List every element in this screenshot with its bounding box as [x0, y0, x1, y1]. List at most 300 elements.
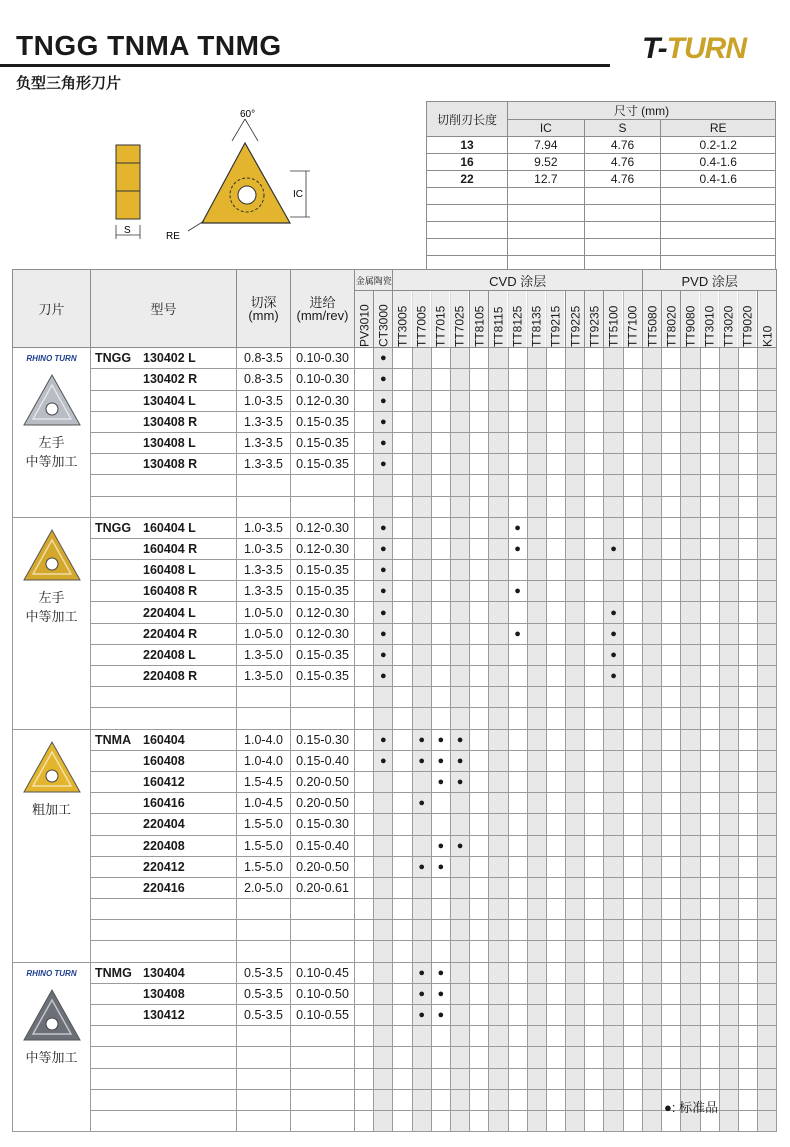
table-row — [13, 454, 777, 475]
grade-cell — [643, 962, 662, 983]
grade-cell — [604, 1110, 623, 1131]
table-row-empty — [13, 899, 777, 920]
grade-cell — [470, 432, 489, 453]
brand-logo: T-TURN — [642, 32, 746, 65]
model-code: 220404 — [143, 817, 185, 832]
grade-cell — [662, 708, 681, 729]
grade-cell — [758, 666, 777, 687]
grade-cell — [643, 793, 662, 814]
grade-cell — [681, 941, 700, 962]
grade-cell — [662, 687, 681, 708]
feed-cell: 0.15-0.35 — [291, 454, 355, 475]
grade-cell — [758, 581, 777, 602]
grade-cell — [566, 814, 585, 835]
model-code: 160404 L — [143, 520, 196, 535]
grade-cell — [662, 623, 681, 644]
grade-cell — [412, 454, 431, 475]
grade-cell — [412, 390, 431, 411]
model-code: 220412 — [143, 859, 185, 874]
grade-cell — [393, 729, 412, 750]
table-row-empty — [13, 1110, 777, 1131]
grade-cell — [604, 983, 623, 1004]
grade-cell — [393, 814, 412, 835]
grade-cell — [355, 623, 374, 644]
model-prefix: TNMA — [95, 732, 132, 747]
standard-dot: ● — [412, 729, 431, 750]
grade-cell — [412, 941, 431, 962]
grade-cell — [355, 369, 374, 390]
grade-cell — [393, 666, 412, 687]
grade-header: TT8115 — [489, 291, 508, 348]
dimensions-table — [426, 101, 776, 273]
grade-cell — [758, 517, 777, 538]
grade-cell — [546, 454, 565, 475]
grade-cell — [489, 1089, 508, 1110]
standard-dot: ● — [431, 729, 450, 750]
feed-cell: 0.10-0.30 — [291, 369, 355, 390]
grade-cell — [738, 1110, 757, 1131]
grade-cell — [643, 496, 662, 517]
grade-cell — [546, 517, 565, 538]
feed-cell: 0.20-0.50 — [291, 856, 355, 877]
grade-cell — [700, 708, 719, 729]
grade-cell — [508, 432, 527, 453]
grade-cell — [412, 835, 431, 856]
grade-cell — [470, 602, 489, 623]
grade-cell — [393, 856, 412, 877]
grade-cell — [489, 814, 508, 835]
grade-cell — [527, 602, 546, 623]
grade-cell — [566, 644, 585, 665]
grade-cell — [758, 390, 777, 411]
grade-cell — [546, 1068, 565, 1089]
model-cell — [91, 432, 237, 453]
s-label: S — [124, 225, 131, 236]
grade-cell — [489, 348, 508, 369]
grade-cell — [662, 793, 681, 814]
grade-cell — [738, 814, 757, 835]
ic-label: IC — [293, 189, 303, 200]
grade-cell — [643, 475, 662, 496]
table-row-empty — [13, 941, 777, 962]
grade-cell — [355, 390, 374, 411]
grade-cell — [719, 1026, 738, 1047]
grade-cell — [412, 432, 431, 453]
model-cell — [91, 983, 237, 1004]
grade-cell — [546, 708, 565, 729]
grade-cell — [681, 348, 700, 369]
dim-cell-ic: 9.52 — [508, 154, 585, 171]
feed-cell: 0.10-0.30 — [291, 348, 355, 369]
model-cell — [91, 856, 237, 877]
dim-cell-s: 4.76 — [584, 137, 661, 154]
depth-cell: 1.0-3.5 — [237, 517, 291, 538]
grade-cell — [431, 390, 450, 411]
dim-cell-re: 0.4-1.6 — [661, 154, 776, 171]
grade-cell — [470, 729, 489, 750]
grade-cell — [527, 729, 546, 750]
grade-cell — [604, 496, 623, 517]
grade-header: TT3005 — [393, 291, 412, 348]
grade-cell — [431, 1047, 450, 1068]
rhino-turn-brand: RHINO TURN — [26, 968, 77, 978]
model-code: 160408 L — [143, 563, 196, 578]
model-code: 220408 — [143, 838, 185, 853]
grade-cell — [412, 538, 431, 559]
grade-cell — [412, 1026, 431, 1047]
grade-cell — [566, 771, 585, 792]
grade-cell — [623, 941, 642, 962]
model-cell — [91, 560, 237, 581]
grade-cell — [566, 1089, 585, 1110]
grade-cell — [355, 411, 374, 432]
grade-cell — [508, 475, 527, 496]
grade-cell — [355, 750, 374, 771]
model-cell — [91, 1089, 237, 1110]
grade-cell — [489, 1047, 508, 1068]
model-cell — [91, 623, 237, 644]
depth-cell — [237, 475, 291, 496]
blade-desc: 粗加工 — [31, 801, 71, 817]
depth-cell: 0.5-3.5 — [237, 983, 291, 1004]
grade-cell — [393, 560, 412, 581]
grade-cell — [643, 983, 662, 1004]
standard-dot: ● — [374, 602, 393, 623]
grade-cell — [623, 581, 642, 602]
grade-cell — [527, 496, 546, 517]
standard-dot: ● — [450, 835, 469, 856]
grade-cell — [738, 856, 757, 877]
depth-cell: 1.0-4.0 — [237, 750, 291, 771]
feed-cell — [291, 941, 355, 962]
grade-cell — [585, 750, 604, 771]
grade-cell — [604, 877, 623, 898]
grade-cell — [662, 1047, 681, 1068]
table-row — [13, 835, 777, 856]
feed-cell: 0.12-0.30 — [291, 602, 355, 623]
grade-cell — [546, 623, 565, 644]
grade-cell — [355, 517, 374, 538]
grade-cell — [738, 1005, 757, 1026]
grade-cell — [355, 432, 374, 453]
grade-cell — [623, 538, 642, 559]
grade-cell — [431, 538, 450, 559]
grade-cell — [450, 793, 469, 814]
grade-cell — [412, 899, 431, 920]
model-code: 130408 R — [143, 457, 198, 472]
grade-cell — [355, 1005, 374, 1026]
grade-cell — [527, 814, 546, 835]
grade-cell — [508, 560, 527, 581]
grade-cell — [585, 729, 604, 750]
grade-cell — [700, 496, 719, 517]
grade-cell — [623, 602, 642, 623]
grade-cell — [546, 814, 565, 835]
grade-cell — [527, 983, 546, 1004]
grade-cell — [450, 644, 469, 665]
grade-cell — [355, 877, 374, 898]
model-code: 160416 — [143, 796, 185, 811]
model-code: 160408 R — [143, 584, 198, 599]
grade-cell — [719, 369, 738, 390]
grade-cell — [604, 1005, 623, 1026]
grade-cell — [662, 432, 681, 453]
grade-cell — [719, 1005, 738, 1026]
header-model: 型号 — [91, 270, 237, 348]
model-code: 160412 — [143, 775, 185, 790]
grade-cell — [470, 877, 489, 898]
grade-cell — [643, 369, 662, 390]
grade-cell — [738, 1026, 757, 1047]
blade-desc: 中等加工 — [25, 1049, 78, 1065]
grade-cell — [700, 983, 719, 1004]
grade-cell — [566, 856, 585, 877]
depth-cell: 1.5-5.0 — [237, 835, 291, 856]
grade-cell — [546, 729, 565, 750]
grade-cell — [585, 1026, 604, 1047]
grade-cell — [719, 920, 738, 941]
grade-cell — [412, 1047, 431, 1068]
grade-cell — [374, 856, 393, 877]
grade-cell — [604, 856, 623, 877]
grade-cell — [604, 729, 623, 750]
grade-cell — [585, 644, 604, 665]
standard-dot: ● — [431, 771, 450, 792]
grade-cell — [355, 793, 374, 814]
grade-cell — [662, 644, 681, 665]
grade-cell — [527, 581, 546, 602]
legend: ●: 标准品 — [664, 1100, 719, 1115]
grade-cell — [450, 475, 469, 496]
model-code: 130404 — [143, 965, 185, 980]
grade-cell — [527, 920, 546, 941]
standard-dot: ● — [431, 750, 450, 771]
grade-cell — [643, 877, 662, 898]
depth-cell — [237, 687, 291, 708]
grade-cell — [355, 856, 374, 877]
grade-cell — [450, 623, 469, 644]
grade-cell — [374, 1005, 393, 1026]
grade-cell — [585, 666, 604, 687]
grade-cell — [700, 856, 719, 877]
grade-cell — [700, 835, 719, 856]
grade-cell — [643, 835, 662, 856]
grade-cell — [374, 708, 393, 729]
grade-cell — [489, 602, 508, 623]
standard-dot: ● — [374, 348, 393, 369]
grade-cell — [566, 602, 585, 623]
grade-cell — [719, 899, 738, 920]
grade-cell — [374, 920, 393, 941]
model-code: 130408 — [143, 986, 185, 1001]
grade-cell — [566, 432, 585, 453]
grade-cell — [546, 348, 565, 369]
grade-cell — [681, 581, 700, 602]
table-row — [13, 793, 777, 814]
grade-cell — [450, 1005, 469, 1026]
standard-dot: ● — [450, 750, 469, 771]
model-cell — [91, 348, 237, 369]
grade-cell — [738, 390, 757, 411]
grade-cell — [527, 687, 546, 708]
grade-cell — [738, 560, 757, 581]
grade-cell — [412, 666, 431, 687]
grade-cell — [662, 1026, 681, 1047]
grade-cell — [527, 538, 546, 559]
grade-cell — [355, 560, 374, 581]
grade-cell — [585, 1068, 604, 1089]
insert-diagram — [100, 105, 330, 255]
grade-cell — [662, 877, 681, 898]
grade-cell — [393, 1068, 412, 1089]
grade-cell — [470, 1110, 489, 1131]
grade-cell — [355, 899, 374, 920]
grade-cell — [489, 1110, 508, 1131]
model-cell — [91, 1005, 237, 1026]
grade-cell — [719, 835, 738, 856]
grade-cell — [412, 475, 431, 496]
table-row-empty — [13, 708, 777, 729]
table-row — [13, 390, 777, 411]
model-cell — [91, 729, 237, 750]
grade-cell — [489, 1005, 508, 1026]
grade-cell — [719, 454, 738, 475]
grade-cell — [662, 835, 681, 856]
grade-cell — [546, 538, 565, 559]
grade-header: TT7005 — [412, 291, 431, 348]
grade-cell — [566, 1026, 585, 1047]
grade-cell — [546, 1110, 565, 1131]
grade-cell — [393, 1047, 412, 1068]
grade-cell — [470, 1005, 489, 1026]
grade-cell — [450, 814, 469, 835]
title-rule — [0, 64, 610, 67]
grade-cell — [758, 432, 777, 453]
grade-cell — [374, 877, 393, 898]
grade-cell — [566, 687, 585, 708]
grade-cell — [450, 1047, 469, 1068]
grade-cell — [623, 369, 642, 390]
grade-cell — [546, 1005, 565, 1026]
grade-cell — [470, 687, 489, 708]
grade-cell — [585, 708, 604, 729]
grade-cell — [546, 432, 565, 453]
standard-dot: ● — [374, 644, 393, 665]
table-row-empty — [13, 687, 777, 708]
header-feed: 进给 (mm/rev) — [291, 270, 355, 348]
grade-cell — [450, 1110, 469, 1131]
table-row — [13, 750, 777, 771]
grade-cell — [527, 899, 546, 920]
standard-dot: ● — [431, 856, 450, 877]
standard-dot: ● — [431, 983, 450, 1004]
grade-cell — [643, 708, 662, 729]
grade-cell — [527, 856, 546, 877]
grade-cell — [643, 348, 662, 369]
grade-cell — [374, 941, 393, 962]
grade-cell — [738, 517, 757, 538]
grade-cell — [719, 348, 738, 369]
grade-cell — [450, 348, 469, 369]
grade-cell — [700, 623, 719, 644]
grade-cell — [527, 941, 546, 962]
blade-cell — [13, 348, 91, 518]
grade-cell — [393, 348, 412, 369]
grade-cell — [355, 666, 374, 687]
standard-dot: ● — [412, 983, 431, 1004]
grade-cell — [374, 962, 393, 983]
depth-cell — [237, 941, 291, 962]
grade-cell — [374, 899, 393, 920]
grade-cell — [566, 560, 585, 581]
grade-cell — [566, 729, 585, 750]
insert-image — [20, 738, 84, 796]
grade-cell — [470, 411, 489, 432]
grade-cell — [431, 920, 450, 941]
grade-cell — [527, 475, 546, 496]
dim-empty-row — [427, 188, 776, 205]
grade-cell — [546, 877, 565, 898]
grade-cell — [719, 390, 738, 411]
grade-cell — [738, 644, 757, 665]
grade-cell — [681, 496, 700, 517]
grade-cell — [604, 899, 623, 920]
grade-cell — [508, 856, 527, 877]
standard-dot: ● — [412, 856, 431, 877]
grade-cell — [355, 941, 374, 962]
grade-cell — [643, 814, 662, 835]
grade-cell — [566, 581, 585, 602]
grade-cell — [623, 517, 642, 538]
grade-cell — [393, 1089, 412, 1110]
grade-cell — [700, 517, 719, 538]
model-cell — [91, 687, 237, 708]
grade-cell — [470, 475, 489, 496]
grade-cell — [470, 1089, 489, 1110]
standard-dot: ● — [604, 644, 623, 665]
grade-cell — [412, 560, 431, 581]
model-cell — [91, 1047, 237, 1068]
grade-cell — [489, 432, 508, 453]
grade-cell — [393, 1005, 412, 1026]
depth-cell: 1.3-3.5 — [237, 432, 291, 453]
grade-cell — [662, 348, 681, 369]
grade-cell — [662, 920, 681, 941]
grade-cell — [355, 602, 374, 623]
depth-cell: 1.3-3.5 — [237, 560, 291, 581]
grade-cell — [623, 623, 642, 644]
standard-dot: ● — [374, 538, 393, 559]
grade-cell — [585, 941, 604, 962]
grade-header: TT9020 — [738, 291, 757, 348]
depth-cell: 1.3-3.5 — [237, 454, 291, 475]
grade-cell — [585, 1047, 604, 1068]
grade-cell — [450, 856, 469, 877]
grade-cell — [719, 538, 738, 559]
grade-cell — [643, 1068, 662, 1089]
grade-cell — [527, 390, 546, 411]
grade-cell — [719, 941, 738, 962]
grade-cell — [623, 771, 642, 792]
grade-cell — [374, 496, 393, 517]
grade-cell — [508, 454, 527, 475]
grade-cell — [508, 1068, 527, 1089]
grade-cell — [393, 1026, 412, 1047]
grade-cell — [585, 962, 604, 983]
model-cell — [91, 496, 237, 517]
dim-cell-re: 0.2-1.2 — [661, 137, 776, 154]
blade-cell — [13, 729, 91, 962]
